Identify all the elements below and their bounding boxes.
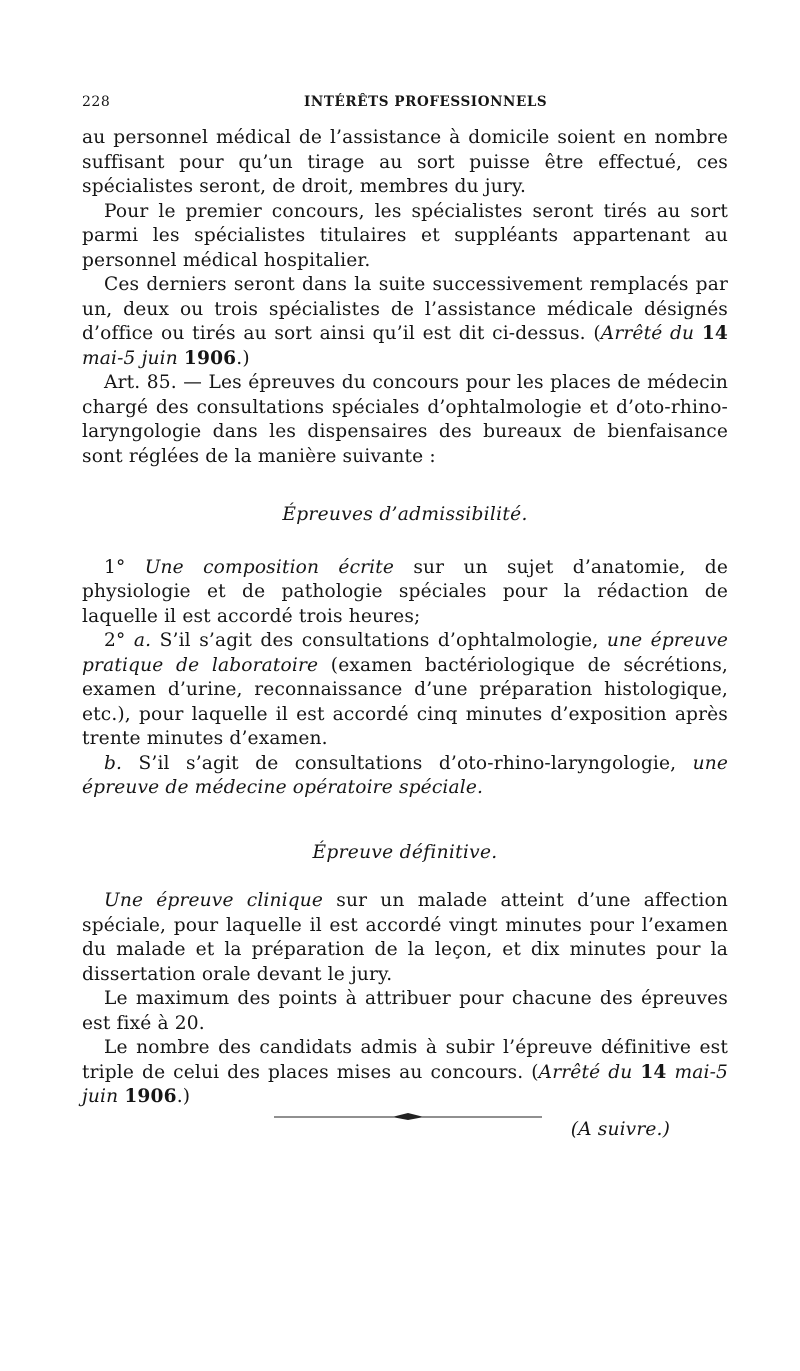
- item-text: S’il s’agit des consultations d’ophtalmologie,: [151, 630, 607, 651]
- citation-close: .): [236, 347, 250, 369]
- paragraph-5-text: sur un malade atteint d’une affection spéciale, pour laquelle il est accordé vingt minutes pour l’examen du malade et la préparation de la leçon, et dix minutes pour la dissertation orale devant le jury.: [82, 890, 728, 985]
- paragraph-1: au personnel médical de l’assistance à domicile soient en nombre suffisant pour qu’un tirage au sort puisse être effectué, ces spécialistes seront, de droit, membres du jury.: [82, 127, 728, 197]
- item-text: S’il s’agit de consultations d’oto-rhino-laryngologie,: [122, 752, 693, 774]
- paragraph-3-text: Ces derniers seront dans la suite successivement remplacés par un, deux ou trois spécialistes de l’assistance médicale désignés d’office ou tirés au sort ainsi qu’il est dit ci-dessus. (: [82, 274, 728, 344]
- item-letter: b.: [104, 752, 123, 774]
- body-text: [82, 126, 728, 1142]
- item-number: 2°: [104, 630, 126, 651]
- paragraph-7: [82, 1036, 728, 1110]
- paragraph-3: [82, 273, 728, 371]
- paragraph-5: [82, 889, 728, 987]
- list-item-2: [82, 629, 728, 752]
- ornamental-rule: [274, 1111, 542, 1123]
- list-item-1: [82, 556, 728, 630]
- list-item-3: [82, 752, 728, 801]
- citation-day: 14: [640, 1061, 667, 1083]
- paragraph-7-text: Le nombre des candidats admis à subir l’épreuve définitive est triple de celui des places mises au concours. (: [82, 1037, 728, 1083]
- page-header: [82, 94, 728, 116]
- citation-month: mai-5 juin: [82, 1061, 728, 1107]
- to-be-continued: (A suivre.): [570, 1118, 670, 1140]
- article-85: Art. 85. — Les épreuves du concours pour les places de médecin chargé des consultations spéciales d’ophtalmologie et d’oto-rhino-laryngologie dans les dispensaires des bureaux de bienfaisance sont réglées de la manière suivante :: [82, 372, 728, 467]
- citation-year: 1906: [124, 1086, 177, 1107]
- citation-text: Arrêté du: [538, 1061, 641, 1083]
- paragraph-2: Pour le premier concours, les spécialistes seront tirés au sort parmi les spécialistes titulaires et suppléants appartenant au personnel médical hospitalier.: [82, 200, 728, 271]
- item-emphasis: une épreuve pratique de laboratoire: [82, 630, 729, 676]
- item-letter: a.: [133, 630, 152, 651]
- citation-close: .): [176, 1086, 191, 1107]
- section-heading-final: Épreuve définitive.: [312, 841, 498, 863]
- item-text-continued: (examen bactériologique de sécrétions, examen d’urine, reconnaissance d’une préparation histologique, etc.), pour laquelle il est accordé cinq minutes d’exposition après trente minutes d’examen.: [82, 654, 728, 749]
- paragraph-6: Le maximum des points à attribuer pour chacune des épreuves est fixé à 20.: [82, 988, 728, 1034]
- item-emphasis: une épreuve de médecine opératoire spéciale.: [82, 752, 728, 798]
- item-number: 1°: [104, 556, 126, 578]
- paragraph-emphasis: Une épreuve clinique: [104, 890, 324, 911]
- page-number: 228: [82, 94, 111, 110]
- running-title: INTÉRÊTS PROFESSIONNELS: [304, 94, 548, 110]
- citation-year: 1906: [183, 347, 237, 369]
- item-emphasis: Une composition écrite: [144, 556, 395, 578]
- item-text: sur un sujet d’anatomie, de physiologie et de pathologie spéciales pour la rédaction de laquelle il est accordé trois heures;: [82, 556, 729, 627]
- citation-text: Arrêté du: [600, 323, 702, 344]
- citation-month: mai-5 juin: [82, 347, 184, 369]
- section-heading-admissibility: Épreuves d’admissibilité.: [282, 504, 528, 525]
- citation-day: 14: [701, 323, 728, 344]
